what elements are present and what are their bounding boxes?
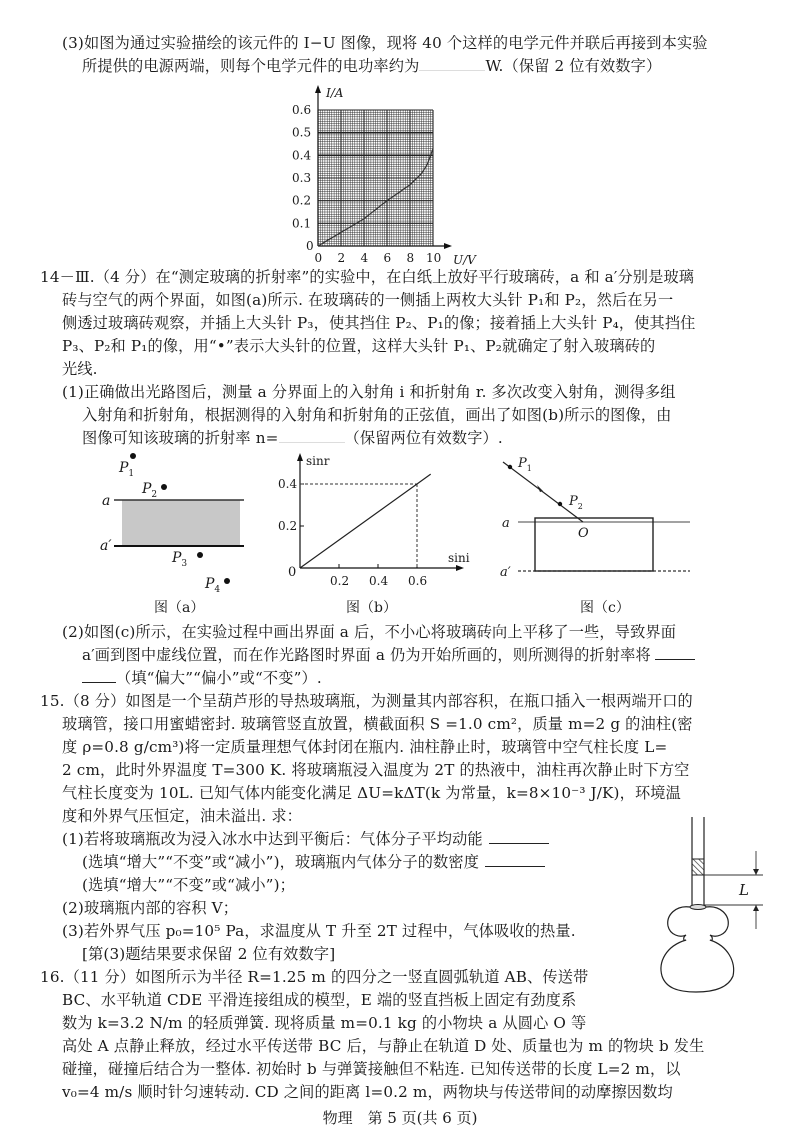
figure-b-chart [280, 450, 480, 618]
q14-line-2: 侧透过玻璃砖观察，并插上大头针 P₃，使其挡住 P₂、P₁的像；接着插上大头针 P₄，使其挡住 [62, 314, 696, 332]
q14-part1-line-0: (1)正确做出光路图后，测量 a 分界面上的入射角 i 和折射角 r. 多次改变入射角，测得多组 [62, 383, 676, 401]
q14-line-1: 砖与空气的两个界面，如图(a)所示. 在玻璃砖的一侧插上两枚大头针 P₁和 P₂，然后在另一 [62, 291, 674, 309]
q14-part2-last-text: （填“偏大”“偏小”或“不变”）. [116, 669, 322, 687]
answer-blank-refraction-change-a[interactable] [655, 645, 695, 660]
x-tick-label: 10 [426, 251, 442, 265]
q15-sub1-line-c: (选填“增大”“不变”或“减小”)； [82, 876, 296, 894]
x-tick-label: 0.2 [330, 574, 350, 588]
arrow-up-icon [753, 905, 759, 911]
q13-part3-line2-post: W.（保留 2 位有效数字） [485, 57, 662, 75]
length-label-L: L [739, 881, 749, 899]
q14-part2-line-0: (2)如图(c)所示，在实验过程中画出界面 a 后，不小心将玻璃砖向上平移了一些，导致界面 [62, 623, 677, 641]
sin-origin-label: 0 [288, 565, 297, 580]
gourd-bottle-outline [661, 907, 734, 992]
q15-line-4: 气柱长度变为 10L. 已知气体内能变化满足 ΔU=kΔT(k 为常量，k=8×10⁻³ J/K)，环境温 [62, 784, 681, 802]
q15-line-1: 玻璃管，接口用蜜蜡密封. 玻璃管竖直放置，横截面积 S =1.0 cm²，质量 m=2 g 的油柱(密 [62, 715, 693, 733]
y-tick-label: 0.3 [292, 171, 312, 185]
gourd-bottle-figure [656, 800, 780, 996]
pin-p3-dot [197, 552, 203, 558]
q14-part2-line-1 [82, 645, 695, 665]
pin-p1-dot [508, 465, 512, 469]
pin-p4-label: $P_4$ [205, 576, 221, 595]
label-a: a [102, 493, 111, 509]
pin-p2-dot [558, 502, 562, 506]
sin-chart-axes [297, 453, 464, 571]
q13-part3-line2-pre: 所提供的电源两端，则每个电学元件的电功率约为 [82, 57, 420, 75]
q14-line-0: 14－Ⅲ.（4 分）在“测定玻璃的折射率”的实验中，在白纸上放好平行玻璃砖，a 和 a′分别是玻璃 [40, 268, 695, 286]
iu-ylabel: I/A [326, 86, 344, 100]
q16-line-4: 碰撞，碰撞后结合为一整体. 初始时 b 与弹簧接触但不粘连. 已知传送带的长度 L=2 m，以 [62, 1060, 681, 1078]
x-tick-label: 0.4 [369, 574, 389, 588]
point-o-label: O [578, 526, 589, 541]
q14-part1-line-1: 入射角和折射角，根据测得的入射角和折射角的正弦值，画出了如图(b)所示的图像，由 [82, 406, 672, 424]
q14-part1-last-post: （保留两位有效数字）. [344, 429, 503, 447]
y-tick-label: 0.2 [278, 519, 298, 533]
q15-line-0: 15.（8 分）如图是一个呈葫芦形的导热玻璃瓶，为测量其内部容积，在瓶口插入一根两端开口的 [40, 692, 693, 710]
q16-line-3: 高处 A 点静止释放，经过水平传送带 BC 后，与静止在轨道 D 处、质量也为 m 的物块 b 发生 [62, 1037, 705, 1055]
incident-ray [503, 462, 583, 522]
bottle-mouth-seal [690, 905, 706, 910]
y-tick-label: 0.4 [292, 148, 312, 163]
x-tick-label: 8 [406, 251, 415, 265]
pin-p2-label: $P_2$ [569, 494, 583, 511]
x-axis-arrow-icon [456, 565, 464, 571]
q14-part1-last-pre: 图像可知该玻璃的折射率 n= [82, 429, 279, 447]
figure-a-caption: 图（a） [154, 600, 205, 616]
pin-p1-label: $P_1$ [518, 456, 532, 473]
y-tick-label: 0.5 [292, 125, 312, 140]
x-tick-label: 0.6 [408, 574, 428, 588]
sin-ylabel: sinr [306, 454, 330, 468]
q14-part2-line-1-text: a′画到图中虚线位置，而在作光路图时界面 a 仍为开始所画的，则所测得的折射率将 [82, 646, 651, 664]
pin-p4-dot [224, 578, 230, 584]
glass-brick [122, 500, 240, 546]
q15-sub1-line-b [82, 852, 545, 872]
label-a-prime: a′ [500, 565, 511, 580]
figure-c [490, 450, 690, 618]
page-footer: 物理 第 5 页(共 6 页) [322, 1109, 478, 1127]
answer-blank-power[interactable] [419, 56, 485, 71]
q15-line-3: 2 cm，此时外界温度 T=300 K. 将玻璃瓶浸入温度为 2T 的热液中，油柱再次静止时下方空 [62, 761, 690, 779]
x-tick-label: 4 [360, 251, 369, 265]
q13-part3-line2 [82, 56, 661, 76]
iu-chart-ticks [292, 103, 441, 265]
arrow-down-icon [753, 869, 759, 875]
iu-xlabel: U/V [453, 253, 476, 267]
y-tick-label: 0.4 [278, 477, 298, 491]
figure-a [90, 450, 290, 618]
pin-p1-label: $P_1$ [119, 460, 135, 479]
x-tick-label: 0 [314, 251, 323, 265]
y-axis-arrow-icon [315, 85, 321, 93]
x-tick-label: 6 [383, 251, 392, 265]
label-a: a [502, 516, 510, 531]
q16-line-0: 16.（11 分）如图所示为半径 R=1.25 m 的四分之一竖直圆弧轨道 AB、传送带 [40, 968, 589, 986]
answer-blank-refractive-index[interactable] [279, 428, 345, 443]
pin-p3-label: $P_3$ [172, 550, 188, 569]
y-tick-label: 0 [306, 239, 314, 253]
y-axis-arrow-icon [297, 453, 303, 461]
q14-line-3: P₃、P₂和 P₁的像，用“•”表示大头针的位置，这样大头针 P₁、P₂就确定了射入玻璃砖的 [62, 337, 656, 355]
q15-sub3: (3)若外界气压 p₀=10⁵ Pa，求温度从 T 升至 2T 过程中，气体吸收的热量. [62, 922, 576, 940]
q15-line-2: 度 ρ=0.8 g/cm³)将一定质量理想气体封闭在瓶内. 油柱静止时，玻璃管中空气柱长度 L= [62, 738, 668, 756]
pin-p1-dot [130, 453, 136, 459]
sin-xlabel: sini [448, 551, 470, 565]
sin-line [300, 474, 431, 568]
answer-blank-kinetic-energy[interactable] [489, 829, 549, 844]
label-a-prime: a′ [100, 538, 112, 554]
q15-line-5: 度和外界气压恒定，油未溢出. 求： [62, 807, 303, 825]
iu-chart [290, 80, 490, 266]
q14-part1-line-2 [82, 428, 503, 448]
q15-sub1a-text: (1)若将玻璃瓶改为浸入冰水中达到平衡后：气体分子平均动能 [62, 830, 483, 848]
x-tick-label: 2 [337, 251, 346, 265]
oil-column [692, 859, 704, 875]
q13-part3-line1: (3)如图为通过实验描绘的该元件的 I−U 图像，现将 40 个这样的电学元件并联后再接到本实验 [62, 34, 708, 52]
q16-line-5: v₀=4 m/s 顺时针匀速转动. CD 之间的距离 l=0.2 m，两物块与传送带间的动摩擦因数均 [62, 1083, 673, 1101]
q15-sub2: (2)玻璃瓶内部的容积 V； [62, 899, 239, 917]
glass-brick-outline [535, 518, 653, 571]
q14-line-4: 光线. [62, 360, 98, 378]
answer-blank-refraction-change-b[interactable] [82, 668, 116, 683]
q15-sub3-note: [第(3)题结果要求保留 2 位有效数字] [82, 945, 336, 963]
y-tick-label: 0.2 [292, 193, 312, 208]
q16-line-1: BC、水平轨道 CDE 平滑连接组成的模型，E 端的竖直挡板上固定有劲度系 [62, 991, 577, 1009]
q14-part2-line-2 [82, 668, 322, 688]
iu-chart-grid [318, 110, 433, 246]
q15-sub1-line-a [62, 829, 549, 849]
figure-c-caption: 图（c） [580, 600, 630, 616]
x-axis-arrow-icon [444, 243, 452, 249]
figure-b-caption: 图（b） [346, 600, 397, 616]
q16-line-2: 数为 k=3.2 N/m 的轻质弹簧. 现将质量 m=0.1 kg 的小物块 a 从圆心 O 等 [62, 1014, 587, 1032]
y-tick-label: 0.1 [292, 216, 312, 231]
pin-p2-dot [161, 484, 167, 490]
y-tick-label: 0.6 [292, 103, 312, 117]
q15-sub1b-text: (选填“增大”“不变”或“减小”)，玻璃瓶内气体分子的数密度 [82, 853, 480, 871]
answer-blank-number-density[interactable] [485, 852, 545, 867]
pin-p2-label: $P_2$ [142, 481, 158, 500]
